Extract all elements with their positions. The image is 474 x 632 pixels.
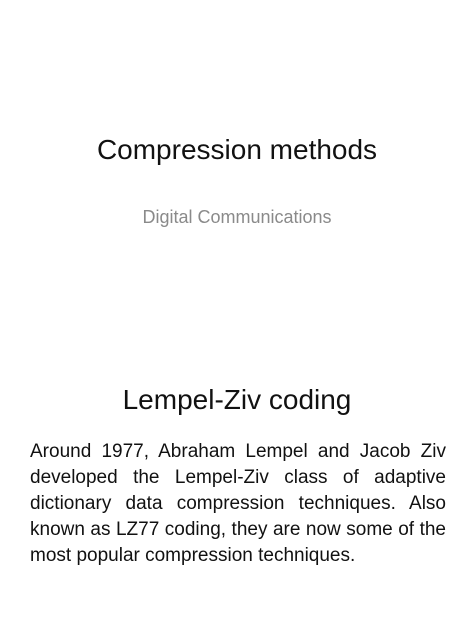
slide-1-subtitle: Digital Communications (142, 207, 332, 227)
slide-2 (0, 316, 474, 632)
slide-1-title: Compression methods (96, 134, 378, 165)
slide-2-title: Lempel-Ziv coding (122, 384, 352, 415)
slide-2-body-text: Around 1977, Abraham Lempel and Jacob Ziv developed the Lempel-Ziv class of adaptive dictionary data compression techniques. Also known as LZ77 coding, they are now some of the most popular compression techniques. (30, 441, 446, 566)
